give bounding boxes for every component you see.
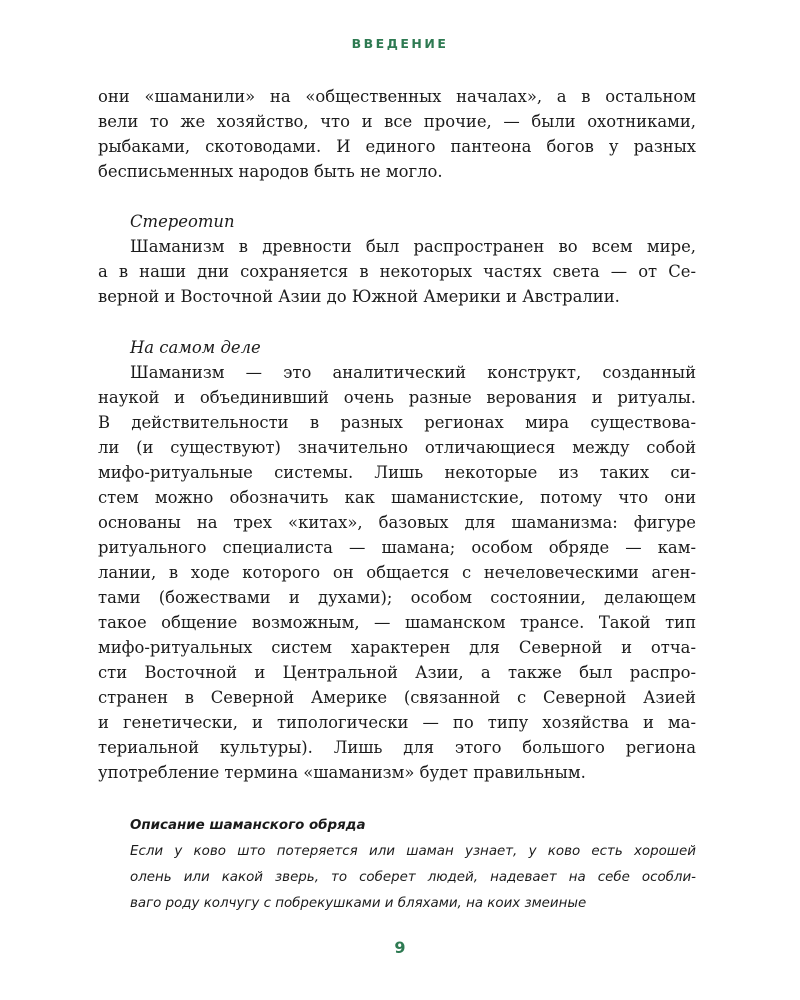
- text-line: а в наши дни сохраняется в некоторых частях света — от Се-: [98, 262, 696, 281]
- text-line: лании, в ходе которого он общается с нечеловеческими аген-: [98, 563, 696, 582]
- text-line: рыбаками, скотоводами. И единого пантеона богов у разных: [98, 137, 696, 156]
- sidebar-line: Если у ково што потеряется или шаман узнает, у ково есть хорошей: [130, 844, 696, 859]
- text-line: стем можно обозначить как шаманистские, потому что они: [98, 488, 696, 507]
- reality-heading: На самом деле: [130, 338, 261, 357]
- running-head: ВВЕДЕНИЕ: [351, 36, 449, 51]
- text-line: мифо-ритуальные системы. Лишь некоторые из таких си-: [98, 463, 696, 482]
- text-line: верной и Восточной Азии до Южной Америки и Австралии.: [98, 287, 620, 306]
- text-line: такое общение возможным, — шаманском трансе. Такой тип: [98, 613, 696, 632]
- text-line: странен в Северной Америке (связанной с Северной Азией: [98, 688, 696, 707]
- text-line: наукой и объединивший очень разные верования и ритуалы.: [98, 388, 696, 407]
- text-line: вели то же хозяйство, что и все прочие, — были охотниками,: [98, 112, 696, 131]
- text-line: употребление термина «шаманизм» будет правильным.: [98, 763, 586, 782]
- stereotype-heading: Стереотип: [130, 212, 235, 231]
- text-line: ритуального специалиста — шамана; особом обряде — кам-: [98, 538, 696, 557]
- page-number: 9: [394, 938, 406, 957]
- text-line: сти Восточной и Центральной Азии, а также был распро-: [98, 663, 696, 682]
- text-line: ли (и существуют) значительно отличающиеся между собой: [98, 438, 696, 457]
- text-line: Шаманизм в древности был распространен во всем мире,: [130, 237, 696, 256]
- text-line: основаны на трех «китах», базовых для шаманизма: фигуре: [98, 513, 696, 532]
- reality-section: [98, 335, 696, 785]
- quote-sidebar: [130, 813, 696, 917]
- sidebar-line: олень или какой зверь, то соберет людей, надевает на себе особли-: [130, 870, 696, 885]
- text-line: бесписьменных народов быть не могло.: [98, 162, 443, 181]
- text-line: мифо-ритуальных систем характерен для Северной и отча-: [98, 638, 696, 657]
- text-line: Шаманизм — это аналитический конструкт, созданный: [130, 363, 696, 382]
- text-line: териальной культуры). Лишь для этого большого региона: [98, 738, 696, 757]
- sidebar-title: Описание шаманского обряда: [130, 818, 366, 833]
- text-line: они «шаманили» на «общественных началах», а в остальном: [98, 87, 696, 106]
- stereotype-section: [98, 209, 696, 309]
- text-line: В действительности в разных регионах мира существова-: [98, 413, 696, 432]
- paragraph-intro: [98, 84, 696, 184]
- sidebar-line: ваго роду колчугу с побрекушками и бляхами, на коих змеиные: [130, 896, 587, 911]
- text-line: и генетически, и типологически — по типу хозяйства и ма-: [98, 713, 696, 732]
- text-line: тами (божествами и духами); особом состоянии, делающем: [98, 588, 696, 607]
